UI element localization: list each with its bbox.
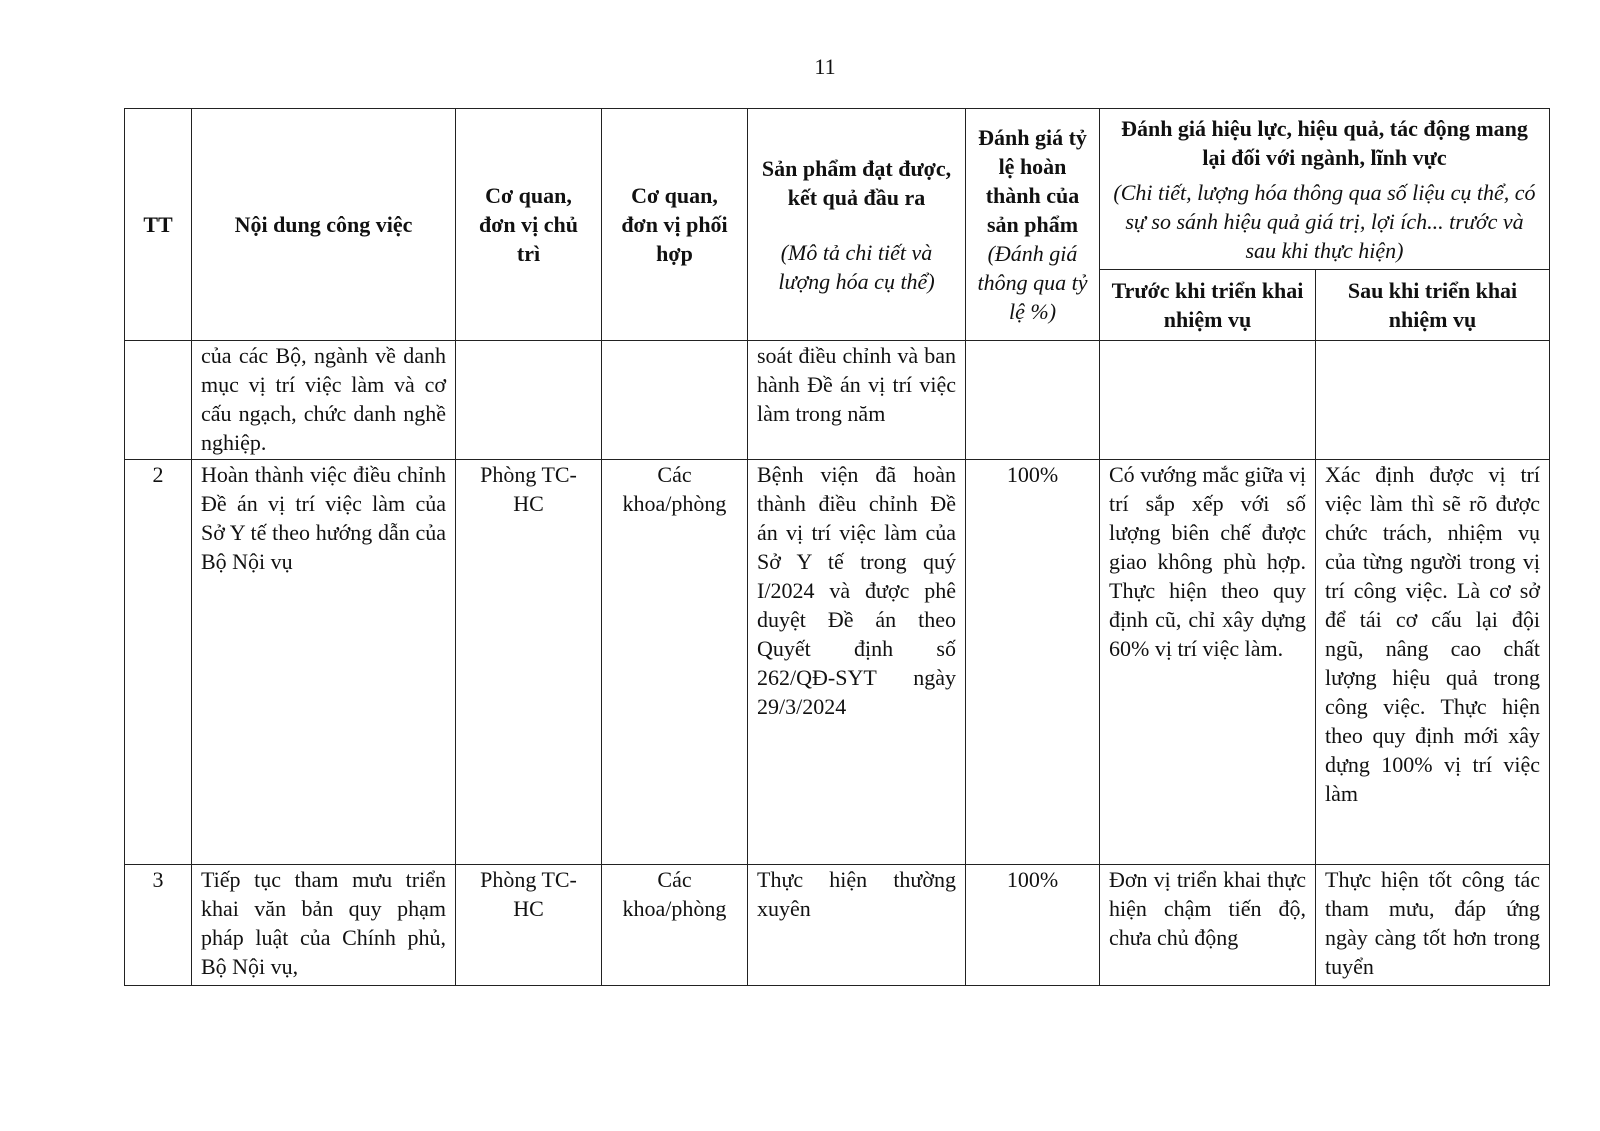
- cell-product: Bệnh viện đã hoàn thành điều chỉnh Đề án vị trí việc làm của Sở Y tế trong quý I/2024 và được phê duyệt Đề án theo Quyết định số 262/QĐ-SYT ngày 29/3/2024: [748, 460, 966, 865]
- table-row: [125, 460, 1550, 865]
- header-content: Nội dung công việc: [192, 109, 456, 341]
- header-product-note: (Mô tả chi tiết và lượng hóa cụ thể): [778, 239, 935, 294]
- cell-coordinating-unit: Các khoa/phòng: [602, 865, 748, 986]
- cell-product: Thực hiện thường xuyên: [748, 865, 966, 986]
- page-number: 11: [814, 54, 836, 79]
- header-impact-note: (Chi tiết, lượng hóa thông qua số liệu cụ thể, có sự so sánh hiệu quả giá trị, lợi ích... trước và sau khi thực hiện): [1113, 179, 1536, 263]
- header-row: [125, 109, 1550, 270]
- header-lead-unit: Cơ quan, đơn vị chủ trì: [456, 109, 602, 341]
- header-rate-note: (Đánh giá thông qua tỷ lệ %): [977, 241, 1088, 324]
- header-impact-title: Đánh giá hiệu lực, hiệu quả, tác động mang lại đối với ngành, lĩnh vực: [1121, 115, 1528, 170]
- cell-tt: 2: [125, 460, 192, 865]
- header-coordinating-unit: Cơ quan, đơn vị phối hợp: [602, 109, 748, 341]
- header-before: Trước khi triển khai nhiệm vụ: [1100, 270, 1316, 341]
- cell-before: [1100, 341, 1316, 460]
- cell-coordinating-unit: [602, 341, 748, 460]
- header-tt: TT: [125, 109, 192, 341]
- cell-before: Đơn vị triển khai thực hiện chậm tiến độ, chưa chủ động: [1100, 865, 1316, 986]
- cell-completion-rate: 100%: [966, 460, 1100, 865]
- cell-after: Xác định được vị trí việc làm thì sẽ rõ được chức trách, nhiệm vụ của từng người trong vị trí công việc. Là cơ sở để tái cơ cấu lại đội ngũ, nâng cao chất lượng hiệu quả trong công việc. Thực hiện theo quy định mới xây dựng 100% vị trí việc làm: [1316, 460, 1550, 865]
- cell-lead-unit: [456, 341, 602, 460]
- header-after: Sau khi triển khai nhiệm vụ: [1316, 270, 1550, 341]
- table-row: [125, 865, 1550, 986]
- header-impact: [1100, 109, 1550, 270]
- header-product-title: Sản phẩm đạt được, kết quả đầu ra: [761, 155, 952, 210]
- cell-product: soát điều chỉnh và ban hành Đề án vị trí việc làm trong năm: [748, 341, 966, 460]
- cell-lead-unit: Phòng TC-HC: [456, 460, 602, 865]
- cell-completion-rate: [966, 341, 1100, 460]
- cell-coordinating-unit: Các khoa/phòng: [602, 460, 748, 865]
- cell-content: của các Bộ, ngành về danh mục vị trí việc làm và cơ cấu ngạch, chức danh nghề nghiệp.: [192, 341, 456, 460]
- table-row: [125, 341, 1550, 460]
- cell-content: Hoàn thành việc điều chỉnh Đề án vị trí việc làm của Sở Y tế theo hướng dẫn của Bộ Nội vụ: [192, 460, 456, 865]
- cell-after: [1316, 341, 1550, 460]
- cell-after: Thực hiện tốt công tác tham mưu, đáp ứng ngày càng tốt hơn trong tuyển: [1316, 865, 1550, 986]
- cell-tt: 3: [125, 865, 192, 986]
- cell-completion-rate: 100%: [966, 865, 1100, 986]
- header-product: [748, 109, 966, 341]
- header-rate-title: Đánh giá tỷ lệ hoàn thành của sản phẩm: [978, 125, 1087, 237]
- cell-tt: [125, 341, 192, 460]
- cell-lead-unit: Phòng TC-HC: [456, 865, 602, 986]
- header-completion-rate: [966, 109, 1100, 341]
- cell-before: Có vướng mắc giữa vị trí sắp xếp với số lượng biên chế được giao không phù hợp. Thực hiện theo quy định cũ, chỉ xây dựng 60% vị trí việc làm.: [1100, 460, 1316, 865]
- cell-content: Tiếp tục tham mưu triển khai văn bản quy phạm pháp luật của Chính phủ, Bộ Nội vụ,: [192, 865, 456, 986]
- task-evaluation-table: [124, 108, 1550, 986]
